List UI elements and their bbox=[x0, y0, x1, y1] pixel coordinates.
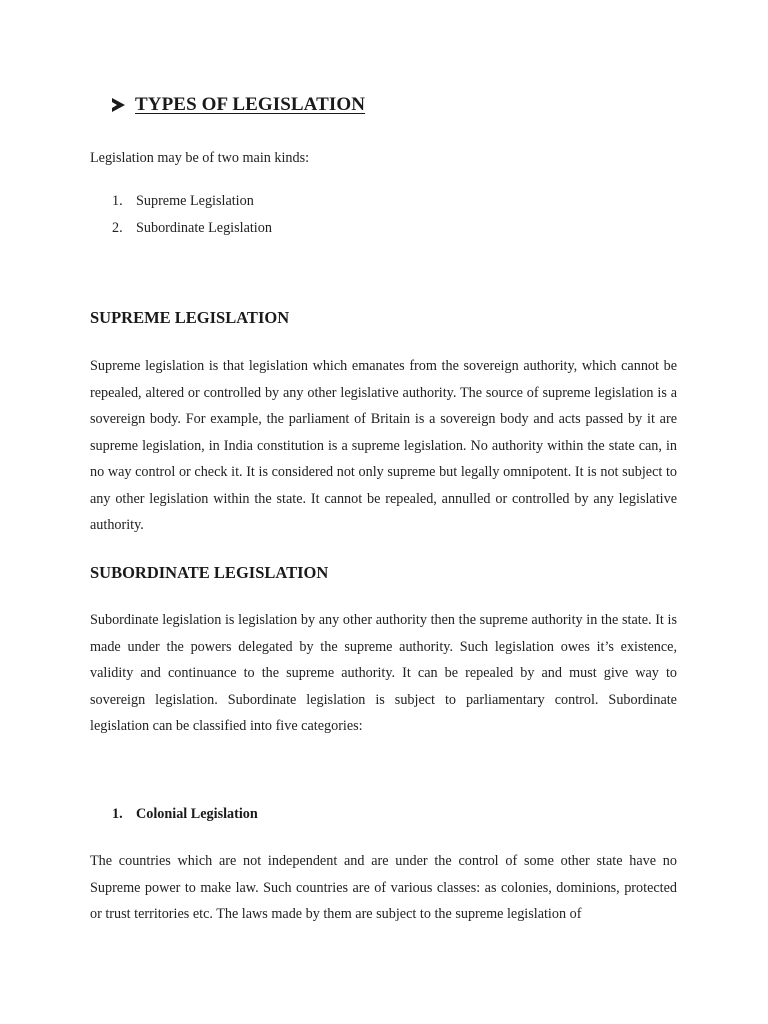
supreme-paragraph: Supreme legislation is that legislation which emanates from the sovereign authority, which cannot be repealed, altered or controlled by any other legislative authority. The source of supreme legislation is a sovereign body. For example, the parliament of Britain is a sovereign body and acts passed by it are supreme legislation, in India constitution is a supreme legislation. No authority within the state can, in no way control or check it. It is considered not only supreme but legally omnipotent. It is not subject to any other legislation within the state. It cannot be repealed, annulled or controlled by any legislative authority. bbox=[90, 358, 677, 533]
list-label: Subordinate Legislation bbox=[136, 220, 272, 236]
list-number: 1. bbox=[112, 193, 123, 209]
list-number: 2. bbox=[112, 220, 123, 236]
colonial-heading-text: Colonial Legislation bbox=[136, 806, 258, 822]
arrow-bullet-icon bbox=[112, 98, 125, 112]
list-item bbox=[112, 188, 272, 215]
kinds-list bbox=[112, 188, 272, 242]
supreme-heading: SUPREME LEGISLATION bbox=[90, 308, 290, 327]
list-item bbox=[112, 215, 272, 242]
colonial-number: 1. bbox=[112, 806, 123, 822]
list-label: Supreme Legislation bbox=[136, 193, 254, 209]
page-title-text: TYPES OF LEGISLATION bbox=[135, 94, 366, 115]
intro-text: Legislation may be of two main kinds: bbox=[90, 150, 310, 166]
subordinate-paragraph: Subordinate legislation is legislation by any other authority then the supreme authority in the state. It is made under the powers delegated by the supreme authority. Such legislation owes it’s existence, validity and continuance to the supreme authority. It can be repealed by and must give way to sovereign legislation. Subordinate legislation is subject to parliamentary control. Subordinate legislation can be classified into five categories: bbox=[90, 612, 677, 734]
colonial-heading bbox=[112, 806, 258, 823]
subordinate-heading: SUBORDINATE LEGISLATION bbox=[90, 563, 329, 582]
page-title bbox=[112, 94, 365, 116]
colonial-paragraph: The countries which are not independent and are under the control of some other state have no Supreme power to make law. Such countries are of various classes: as colonies, dominions, protected or trust territories etc. The laws made by them are subject to the supreme legislation of bbox=[90, 853, 677, 922]
